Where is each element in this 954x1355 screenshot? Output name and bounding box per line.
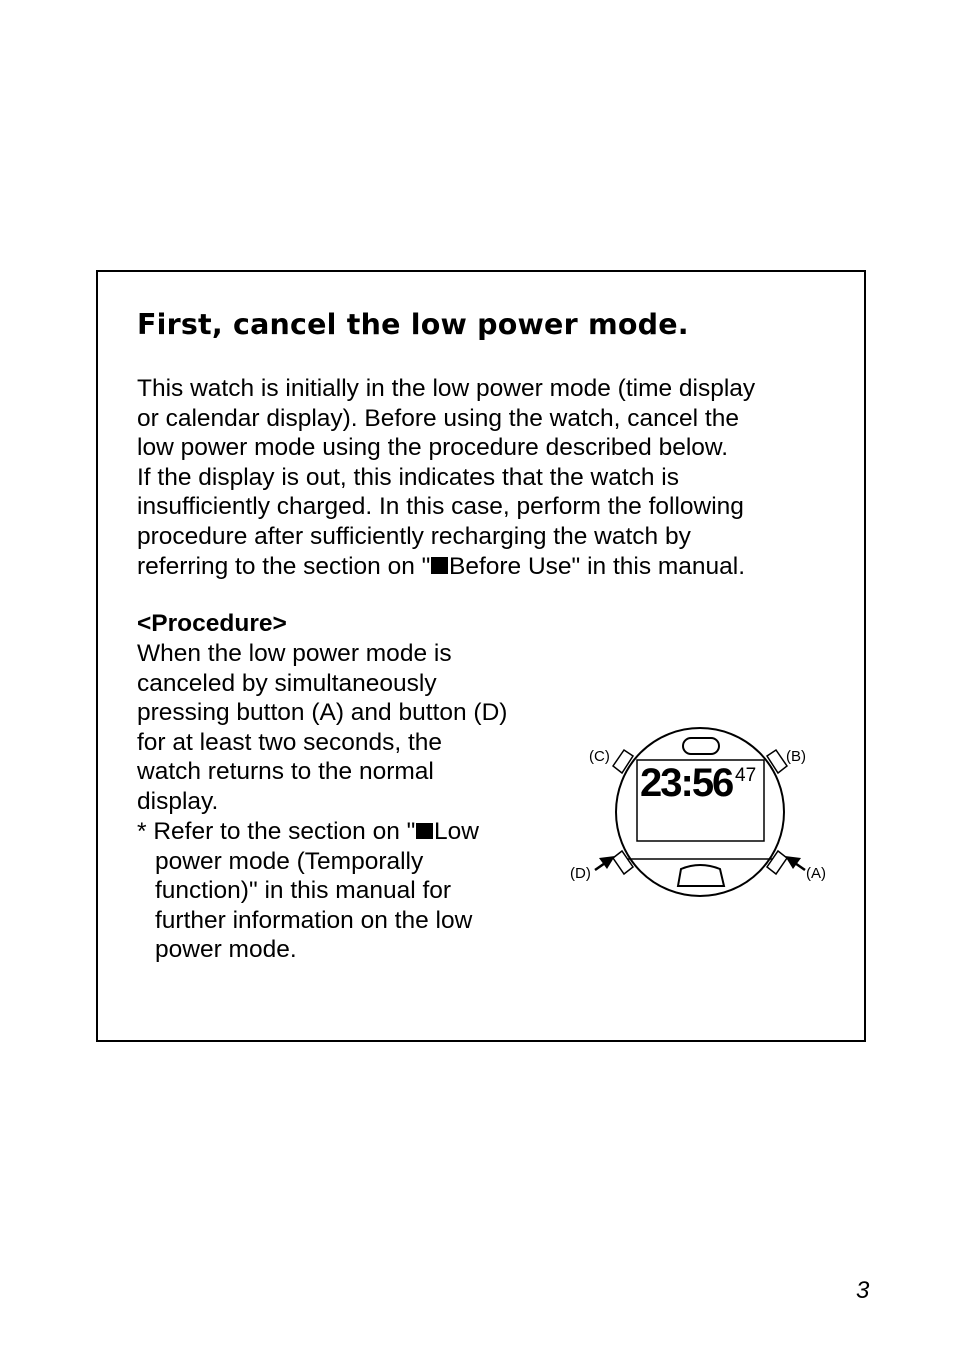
note-line-start: * Refer to the section on " bbox=[137, 818, 416, 845]
note-line: power mode (Temporally bbox=[155, 847, 424, 875]
intro-line: low power mode using the procedure described below. bbox=[137, 434, 729, 462]
watch-bottom-pusher bbox=[678, 865, 724, 886]
procedure-paragraph bbox=[137, 639, 507, 817]
intro-line-start: referring to the section on " bbox=[137, 552, 431, 580]
watch-diagram bbox=[562, 716, 842, 906]
label-a: (A) bbox=[806, 865, 826, 882]
page-number: 3 bbox=[856, 1277, 870, 1304]
note-line-end: Low bbox=[434, 818, 479, 845]
procedure-title: <Procedure> bbox=[137, 610, 287, 637]
intro-line: insufficiently charged. In this case, perform the following bbox=[137, 493, 744, 521]
note-line: further information on the low bbox=[155, 906, 473, 934]
intro-line: or calendar display). Before using the watch, cancel the bbox=[137, 404, 739, 432]
square-bullet-icon bbox=[431, 557, 448, 574]
display-time: 23:56 bbox=[640, 761, 733, 805]
intro-line bbox=[137, 552, 755, 582]
note-line: power mode. bbox=[155, 936, 297, 964]
note-line bbox=[137, 817, 479, 847]
arrow-to-button-a-icon bbox=[785, 856, 805, 870]
label-d: (D) bbox=[570, 865, 591, 882]
procedure-line: pressing button (A) and button (D) bbox=[137, 699, 508, 727]
square-bullet-icon bbox=[416, 823, 433, 840]
procedure-line: for at least two seconds, the bbox=[137, 728, 443, 756]
page-heading: First, cancel the low power mode. bbox=[137, 308, 689, 341]
display-seconds: 47 bbox=[735, 765, 757, 786]
intro-line: procedure after sufficiently recharging the watch by bbox=[137, 522, 691, 550]
procedure-line: display. bbox=[137, 787, 219, 815]
intro-line-end: Before Use" in this manual. bbox=[449, 552, 746, 580]
label-c: (C) bbox=[589, 748, 610, 765]
intro-paragraph bbox=[137, 374, 755, 581]
procedure-line: watch returns to the normal bbox=[137, 758, 434, 786]
watch-top-pusher bbox=[683, 738, 719, 754]
label-b: (B) bbox=[786, 748, 806, 765]
procedure-line: canceled by simultaneously bbox=[137, 669, 437, 697]
arrow-to-button-d-icon bbox=[595, 856, 615, 870]
note-line: function)" in this manual for bbox=[155, 877, 452, 905]
intro-line: If the display is out, this indicates that the watch is bbox=[137, 463, 680, 491]
reference-note bbox=[137, 817, 479, 965]
intro-line: This watch is initially in the low power mode (time display bbox=[137, 375, 756, 402]
procedure-line: When the low power mode is bbox=[137, 640, 452, 667]
